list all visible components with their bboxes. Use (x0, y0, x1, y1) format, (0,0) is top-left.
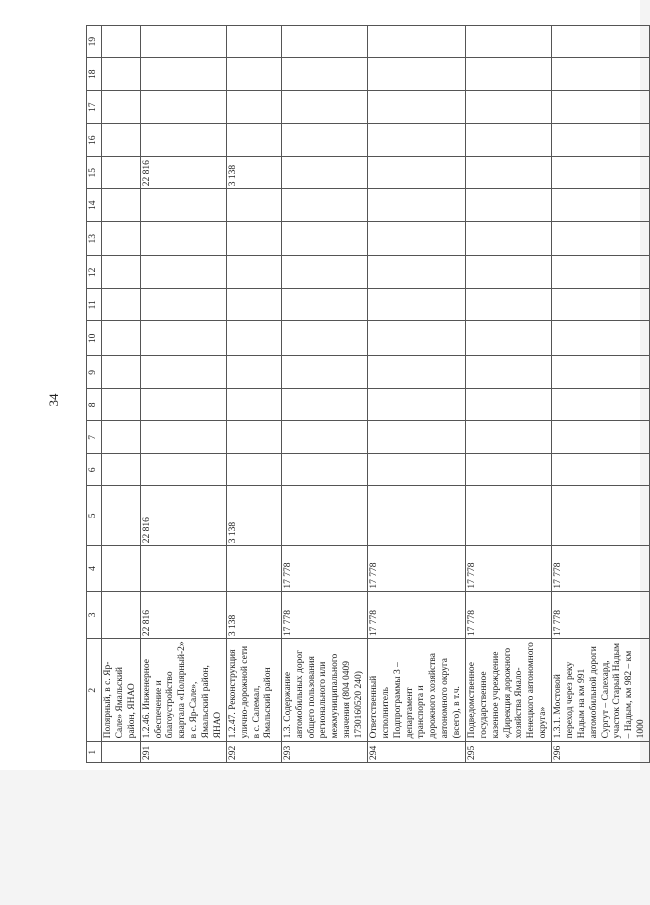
column-number: 1 (87, 742, 102, 763)
row-number-cell (102, 742, 141, 763)
empty-cell (465, 389, 551, 421)
value-cell: 17 778 (465, 546, 551, 591)
empty-cell (226, 256, 281, 289)
column-number: 4 (87, 546, 102, 591)
empty-cell (367, 58, 465, 91)
empty-cell (226, 356, 281, 389)
empty-cell (552, 222, 650, 256)
empty-cell (102, 222, 141, 256)
item-name-cell: 1.3.1. Мостовой переход через реку Надым на км 991 автомобильной дороги Сургут – Салехард, участок Старый Надым – Надым, км 982 – км 1000 (552, 639, 650, 742)
row-number-cell: 296 (552, 742, 650, 763)
empty-cell (102, 256, 141, 289)
value-cell (140, 546, 226, 591)
column-number: 7 (87, 421, 102, 454)
empty-cell (140, 189, 226, 222)
value-cell (367, 486, 465, 546)
empty-cell (367, 289, 465, 321)
empty-cell (552, 26, 650, 58)
value-cell (465, 486, 551, 546)
empty-cell (367, 124, 465, 157)
column-number: 13 (87, 222, 102, 256)
value-cell (102, 157, 141, 189)
empty-cell (102, 421, 141, 454)
empty-cell (226, 389, 281, 421)
value-cell: 17 778 (552, 546, 650, 591)
empty-cell (226, 222, 281, 256)
empty-cell (140, 389, 226, 421)
empty-cell (226, 91, 281, 124)
value-cell (102, 486, 141, 546)
empty-cell (367, 321, 465, 356)
empty-cell (465, 91, 551, 124)
row-number-cell: 293 (281, 742, 367, 763)
empty-cell (465, 124, 551, 157)
empty-cell (226, 321, 281, 356)
empty-cell (226, 124, 281, 157)
value-cell: 3 138 (226, 591, 281, 638)
value-cell: 17 778 (367, 591, 465, 638)
empty-cell (281, 256, 367, 289)
value-cell (552, 157, 650, 189)
value-cell (367, 157, 465, 189)
column-number: 2 (87, 639, 102, 742)
value-cell: 17 778 (465, 591, 551, 638)
column-number: 12 (87, 256, 102, 289)
empty-cell (102, 26, 141, 58)
empty-cell (102, 389, 141, 421)
empty-cell (281, 321, 367, 356)
empty-cell (552, 91, 650, 124)
empty-cell (140, 421, 226, 454)
item-name-cell: Полярный, в с. Яр-Сале» Ямальский район, ЯНАО (102, 639, 141, 742)
table-row (226, 26, 281, 763)
value-cell: 3 138 (226, 157, 281, 189)
empty-cell (102, 58, 141, 91)
value-cell (552, 486, 650, 546)
table-row (140, 26, 226, 763)
empty-cell (552, 289, 650, 321)
table-row (367, 26, 465, 763)
empty-cell (226, 189, 281, 222)
empty-cell (140, 289, 226, 321)
empty-cell (552, 421, 650, 454)
empty-cell (465, 222, 551, 256)
empty-cell (552, 58, 650, 91)
empty-cell (465, 289, 551, 321)
empty-cell (226, 289, 281, 321)
empty-cell (367, 421, 465, 454)
value-cell: 17 778 (281, 546, 367, 591)
rotated-table-wrapper (86, 25, 647, 763)
empty-cell (281, 289, 367, 321)
empty-cell (281, 124, 367, 157)
item-name-cell: Ответственный исполнитель Подпрограммы 3 – департамент транспорта и дорожного хозяйства автономного округа (всего), в т.ч. (367, 639, 465, 742)
empty-cell (226, 454, 281, 486)
empty-cell (281, 421, 367, 454)
column-number: 6 (87, 454, 102, 486)
empty-cell (552, 356, 650, 389)
empty-cell (465, 321, 551, 356)
empty-cell (281, 222, 367, 256)
empty-cell (281, 454, 367, 486)
empty-cell (465, 189, 551, 222)
value-cell (281, 157, 367, 189)
table-row (552, 26, 650, 763)
item-name-cell: Подведомственное государственное казенное учреждение «Дирекция дорожного хозяйства Ямало-Ненецкого автономного округа» (465, 639, 551, 742)
empty-cell (367, 26, 465, 58)
empty-cell (465, 26, 551, 58)
value-cell: 17 778 (552, 591, 650, 638)
empty-cell (102, 356, 141, 389)
table-body (87, 26, 650, 763)
value-cell: 22 816 (140, 591, 226, 638)
item-name-cell: 1.3. Содержание автомобильных дорог общего пользования регионального или межмуниципального значения (804 0409 1730160520 240) (281, 639, 367, 742)
value-cell (465, 157, 551, 189)
empty-cell (465, 256, 551, 289)
empty-cell (102, 454, 141, 486)
empty-cell (140, 256, 226, 289)
empty-cell (281, 389, 367, 421)
empty-cell (552, 189, 650, 222)
empty-cell (102, 289, 141, 321)
empty-cell (465, 58, 551, 91)
empty-cell (465, 356, 551, 389)
column-number: 11 (87, 289, 102, 321)
empty-cell (140, 356, 226, 389)
empty-cell (552, 256, 650, 289)
empty-cell (465, 454, 551, 486)
empty-cell (140, 124, 226, 157)
column-number: 17 (87, 91, 102, 124)
empty-cell (281, 58, 367, 91)
empty-cell (552, 454, 650, 486)
header-row (87, 26, 102, 763)
value-cell (102, 591, 141, 638)
table-row (281, 26, 367, 763)
empty-cell (465, 421, 551, 454)
column-number: 19 (87, 26, 102, 58)
value-cell (102, 546, 141, 591)
value-cell (281, 486, 367, 546)
empty-cell (367, 189, 465, 222)
column-number: 9 (87, 356, 102, 389)
empty-cell (367, 91, 465, 124)
column-number: 15 (87, 157, 102, 189)
column-number: 14 (87, 189, 102, 222)
value-cell: 22 816 (140, 157, 226, 189)
empty-cell (140, 58, 226, 91)
empty-cell (226, 421, 281, 454)
row-number-cell: 292 (226, 742, 281, 763)
empty-cell (102, 321, 141, 356)
empty-cell (281, 26, 367, 58)
empty-cell (140, 26, 226, 58)
empty-cell (367, 454, 465, 486)
budget-table (86, 25, 650, 763)
column-number: 8 (87, 389, 102, 421)
empty-cell (552, 321, 650, 356)
column-number: 18 (87, 58, 102, 91)
empty-cell (367, 256, 465, 289)
table-row (465, 26, 551, 763)
page-number: 34 (46, 393, 61, 407)
value-cell: 17 778 (367, 546, 465, 591)
empty-cell (140, 454, 226, 486)
empty-cell (140, 321, 226, 356)
empty-cell (367, 222, 465, 256)
table-row (102, 26, 141, 763)
empty-cell (140, 222, 226, 256)
empty-cell (281, 189, 367, 222)
value-cell: 22 816 (140, 486, 226, 546)
row-number-cell: 295 (465, 742, 551, 763)
empty-cell (552, 389, 650, 421)
empty-cell (140, 91, 226, 124)
row-number-cell: 294 (367, 742, 465, 763)
value-cell: 17 778 (281, 591, 367, 638)
empty-cell (552, 124, 650, 157)
column-number: 10 (87, 321, 102, 356)
empty-cell (281, 356, 367, 389)
empty-cell (102, 189, 141, 222)
empty-cell (102, 91, 141, 124)
item-name-cell: 1.2.46. Инженерное обеспечение и благоустройство квартала «Полярный-2» в с. Яр-Сале», Ямальский район, ЯНАО (140, 639, 226, 742)
empty-cell (367, 356, 465, 389)
empty-cell (102, 124, 141, 157)
row-number-cell: 291 (140, 742, 226, 763)
value-cell (226, 546, 281, 591)
value-cell: 3 138 (226, 486, 281, 546)
item-name-cell: 1.2.47. Реконструкция улично-дорожной сети в с. Салемал, Ямальский район (226, 639, 281, 742)
empty-cell (367, 389, 465, 421)
column-number: 3 (87, 591, 102, 638)
empty-cell (226, 58, 281, 91)
empty-cell (226, 26, 281, 58)
column-number: 16 (87, 124, 102, 157)
empty-cell (281, 91, 367, 124)
column-number: 5 (87, 486, 102, 546)
